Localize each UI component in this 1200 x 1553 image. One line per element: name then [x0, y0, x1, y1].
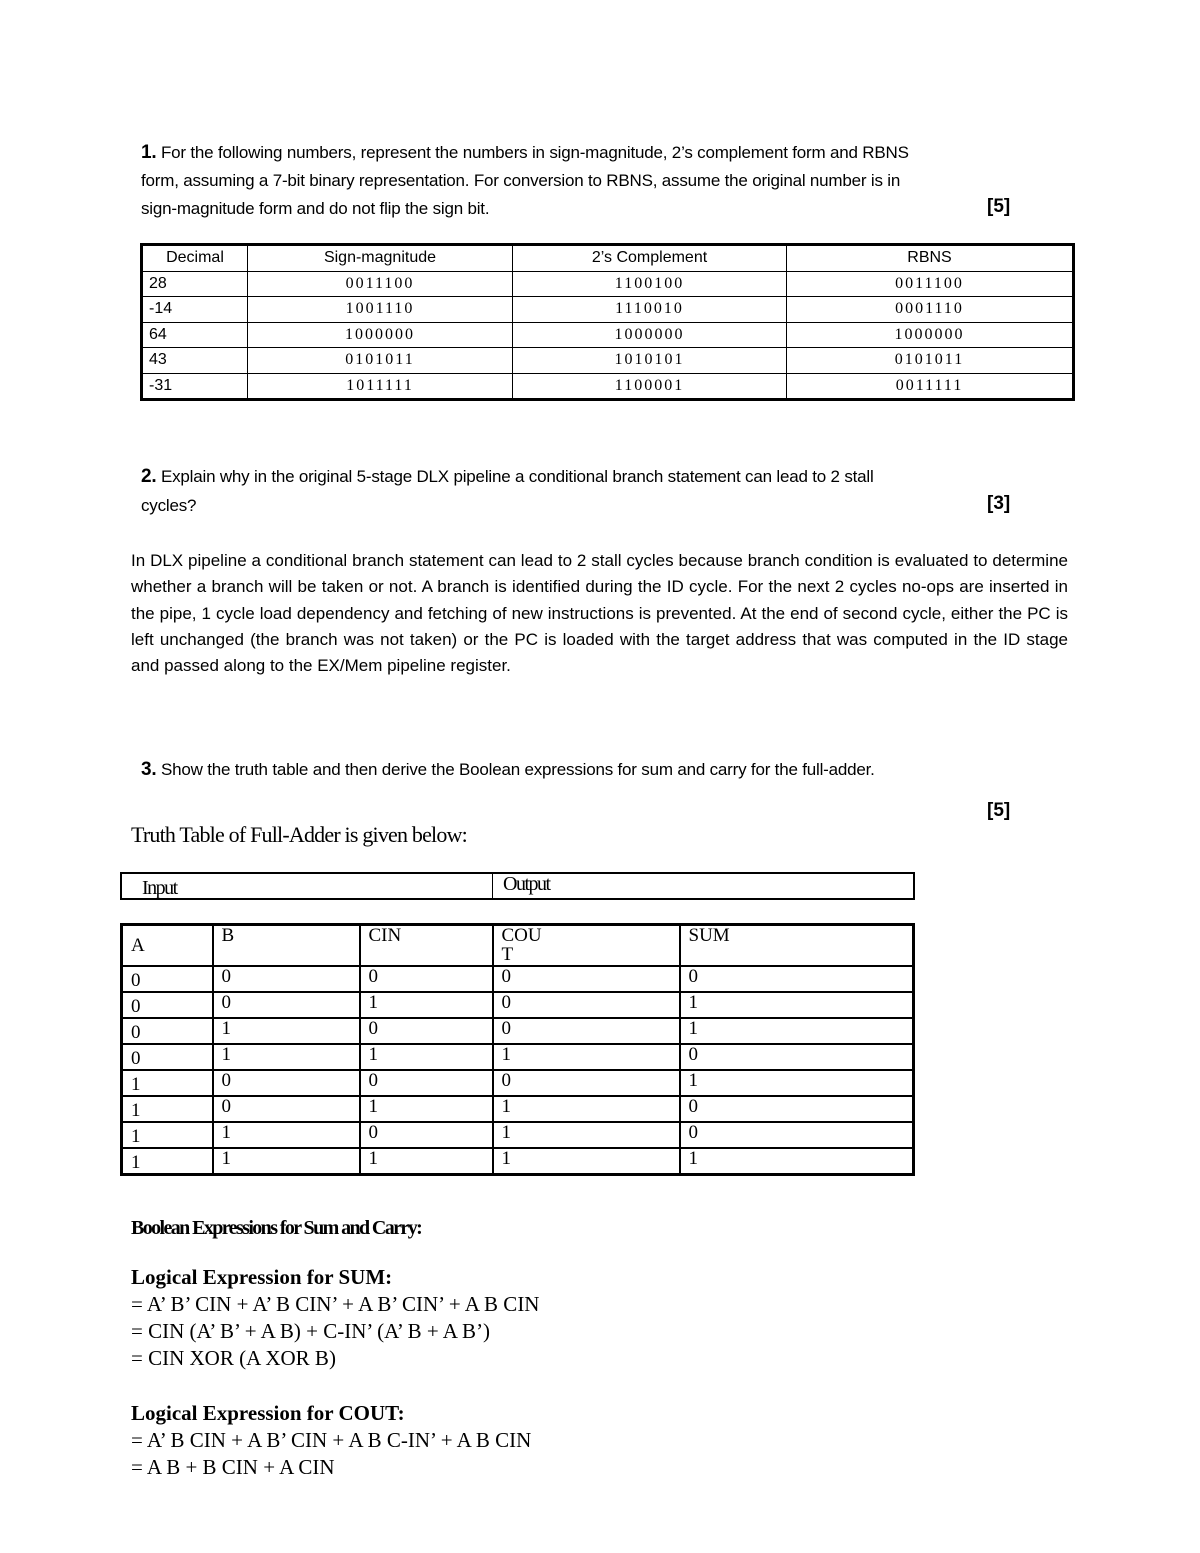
truth-table-group-header	[120, 872, 915, 900]
cell-sign-magnitude: 1011111	[248, 373, 513, 400]
truth-table-caption: Truth Table of Full-Adder is given below:	[131, 822, 467, 847]
cell-a: 1	[122, 1070, 213, 1096]
cell-b: 1	[213, 1044, 360, 1070]
header-b: B	[213, 925, 360, 967]
cell-cin: 0	[360, 1018, 493, 1044]
cell-cin: 0	[360, 1122, 493, 1148]
header-a: A	[122, 925, 213, 967]
cell-sum: 1	[680, 1018, 914, 1044]
sum-expression-line: = A’ B’ CIN + A’ B CIN’ + A B’ CIN’ + A B CIN	[131, 1292, 540, 1316]
full-adder-truth-table	[120, 923, 915, 1176]
question-2-marks: [3]	[987, 493, 1011, 514]
truth-table-row	[122, 992, 914, 1018]
cell-sum: 1	[680, 1070, 914, 1096]
sum-expression-line: = CIN (A’ B’ + A B) + C-IN’ (A’ B + A B’)	[131, 1319, 491, 1343]
question-3-line: 3. Show the truth table and then derive the Boolean expressions for sum and carry for the full-adder.	[141, 759, 875, 780]
cell-cin: 1	[360, 1044, 493, 1070]
truth-table-row	[122, 1122, 914, 1148]
cell-sign-magnitude: 1000000	[248, 322, 513, 348]
cell-b: 0	[213, 966, 360, 992]
boolean-expressions-title: Boolean Expressions for Sum and Carry:	[131, 1217, 422, 1239]
question-1-line-1: 1. For the following numbers, represent the numbers in sign-magnitude, 2’s complement form and RBNS	[141, 142, 909, 163]
cout-expression-block	[131, 1400, 531, 1481]
header-decimal: Decimal	[142, 245, 248, 272]
cell-a: 0	[122, 1044, 213, 1070]
cell-rbns: 0011100	[787, 271, 1074, 297]
table-row	[142, 271, 1074, 297]
question-1-marks: [5]	[987, 196, 1011, 217]
truth-table-row	[122, 1070, 914, 1096]
sum-expression-block	[131, 1264, 539, 1372]
cell-rbns: 0101011	[787, 348, 1074, 374]
cell-rbns: 0001110	[787, 297, 1074, 323]
truth-table-row	[122, 1044, 914, 1070]
truth-table-row	[122, 1096, 914, 1122]
cell-b: 0	[213, 992, 360, 1018]
question-2-line-2: cycles?	[141, 496, 197, 515]
cell-cin: 0	[360, 1070, 493, 1096]
input-group-header: Input	[122, 874, 493, 898]
cell-cout: 0	[493, 992, 680, 1018]
cell-cout: 1	[493, 1122, 680, 1148]
cell-rbns: 0011111	[787, 373, 1074, 400]
cell-twos-complement: 1000000	[513, 322, 787, 348]
question-1-line-2: form, assuming a 7-bit binary representation. For conversion to RBNS, assume the original number is in	[141, 171, 901, 190]
table-header-row	[142, 245, 1074, 272]
cell-cout: 0	[493, 966, 680, 992]
cell-cin: 1	[360, 1148, 493, 1175]
cell-decimal: 43	[142, 348, 248, 374]
cell-b: 1	[213, 1018, 360, 1044]
cell-sum: 1	[680, 1148, 914, 1175]
question-2-number: 2.	[141, 466, 157, 487]
truth-table-row	[122, 966, 914, 992]
cell-b: 0	[213, 1070, 360, 1096]
header-cout: COUT	[493, 925, 680, 967]
cell-decimal: 28	[142, 271, 248, 297]
cell-sign-magnitude: 0101011	[248, 348, 513, 374]
header-rbns: RBNS	[787, 245, 1074, 272]
cell-decimal: 64	[142, 322, 248, 348]
question-3-number: 3.	[141, 759, 157, 780]
table-row	[142, 322, 1074, 348]
output-group-header: Output	[503, 873, 550, 895]
cell-sum: 0	[680, 966, 914, 992]
cell-a: 1	[122, 1148, 213, 1175]
cell-cout: 1	[493, 1148, 680, 1175]
cell-sign-magnitude: 1001110	[248, 297, 513, 323]
header-cin: CIN	[360, 925, 493, 967]
cell-rbns: 1000000	[787, 322, 1074, 348]
cell-cout: 0	[493, 1070, 680, 1096]
header-twos-complement: 2’s Complement	[513, 245, 787, 272]
cell-cout: 1	[493, 1044, 680, 1070]
cell-b: 1	[213, 1148, 360, 1175]
cell-sum: 1	[680, 992, 914, 1018]
cell-decimal: -31	[142, 373, 248, 400]
truth-table-row	[122, 1018, 914, 1044]
cell-cin: 0	[360, 966, 493, 992]
cell-a: 0	[122, 1018, 213, 1044]
table-row	[142, 373, 1074, 400]
header-sign-magnitude: Sign-magnitude	[248, 245, 513, 272]
sum-expression-title: Logical Expression for SUM:	[131, 1265, 393, 1289]
cout-expression-title: Logical Expression for COUT:	[131, 1401, 405, 1425]
truth-table-row	[122, 1148, 914, 1175]
cell-cin: 1	[360, 992, 493, 1018]
cell-cin: 1	[360, 1096, 493, 1122]
table-row	[142, 348, 1074, 374]
cell-sum: 0	[680, 1096, 914, 1122]
question-3-marks: [5]	[987, 800, 1011, 821]
cell-cout: 0	[493, 1018, 680, 1044]
cout-expression-line: = A’ B CIN + A B’ CIN + A B C-IN’ + A B CIN	[131, 1428, 532, 1452]
cell-sign-magnitude: 0011100	[248, 271, 513, 297]
cell-sum: 0	[680, 1122, 914, 1148]
truth-table-header-row	[122, 925, 914, 967]
cell-twos-complement: 1010101	[513, 348, 787, 374]
cell-cout: 1	[493, 1096, 680, 1122]
cell-twos-complement: 1110010	[513, 297, 787, 323]
question-1-number: 1.	[141, 142, 157, 163]
cell-twos-complement: 1100100	[513, 271, 787, 297]
cell-a: 1	[122, 1122, 213, 1148]
header-sum: SUM	[680, 925, 914, 967]
table-row	[142, 297, 1074, 323]
question-2-line-1: 2. Explain why in the original 5-stage DLX pipeline a conditional branch statement can lead to 2 stall	[141, 466, 874, 487]
question-2-answer: In DLX pipeline a conditional branch statement can lead to 2 stall cycles because branch condition is evaluated to determine whether a branch will be taken or not. A branch is identified during the ID cycle. For the next 2 cycles no-ops are inserted in the pipe, 1 cycle load dependency and fetching of new instructions is prevented. At the end of second cycle, either the PC is left unchanged (the branch was not taken) or the PC is loaded with the target address that was computed in the ID stage and passed along to the EX/Mem pipeline register.	[131, 551, 1068, 676]
cell-sum: 0	[680, 1044, 914, 1070]
cell-a: 0	[122, 992, 213, 1018]
number-representation-table	[140, 243, 1075, 401]
cell-a: 0	[122, 966, 213, 992]
cell-b: 1	[213, 1122, 360, 1148]
sum-expression-line: = CIN XOR (A XOR B)	[131, 1346, 336, 1370]
cout-expression-line: = A B + B CIN + A CIN	[131, 1455, 335, 1479]
cell-b: 0	[213, 1096, 360, 1122]
question-1-line-3: sign-magnitude form and do not flip the sign bit.	[141, 199, 490, 218]
cell-decimal: -14	[142, 297, 248, 323]
cell-a: 1	[122, 1096, 213, 1122]
cell-twos-complement: 1100001	[513, 373, 787, 400]
